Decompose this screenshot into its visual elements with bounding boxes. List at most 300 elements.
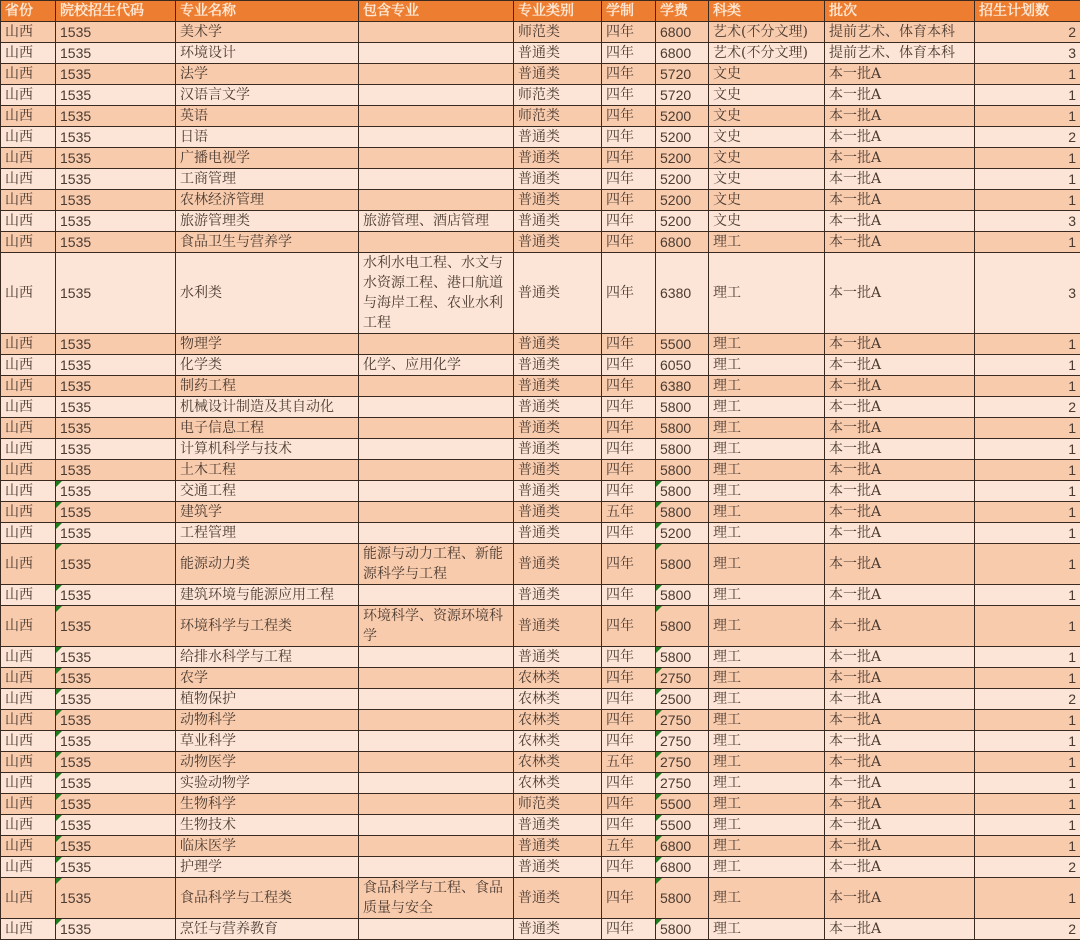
cell-major-category[interactable]: 普通类	[514, 190, 602, 211]
cell-school-code[interactable]: 1535	[56, 439, 176, 460]
cell-major-category[interactable]: 普通类	[514, 647, 602, 668]
cell-major-name[interactable]: 机械设计制造及其自动化	[176, 397, 359, 418]
cell-subject-type[interactable]: 理工	[709, 397, 825, 418]
cell-school-code[interactable]: 1535	[56, 731, 176, 752]
cell-major-name[interactable]: 环境科学与工程类	[176, 606, 359, 647]
cell-school-code[interactable]: 1535	[56, 190, 176, 211]
cell-batch[interactable]: 本一批A	[825, 606, 975, 647]
cell-duration[interactable]: 四年	[602, 523, 656, 544]
cell-duration[interactable]: 四年	[602, 169, 656, 190]
cell-batch[interactable]: 本一批A	[825, 752, 975, 773]
cell-plan-count[interactable]: 2	[975, 689, 1080, 710]
cell-tuition[interactable]: 5200	[656, 190, 709, 211]
cell-plan-count[interactable]: 1	[975, 815, 1080, 836]
cell-plan-count[interactable]: 1	[975, 148, 1080, 169]
cell-major-category[interactable]: 普通类	[514, 857, 602, 878]
cell-batch[interactable]: 本一批A	[825, 148, 975, 169]
cell-plan-count[interactable]: 1	[975, 731, 1080, 752]
cell-plan-count[interactable]: 1	[975, 334, 1080, 355]
cell-tuition[interactable]: 6380	[656, 253, 709, 334]
cell-subject-type[interactable]: 理工	[709, 815, 825, 836]
cell-province[interactable]: 山西	[1, 544, 56, 585]
cell-plan-count[interactable]: 2	[975, 397, 1080, 418]
cell-province[interactable]: 山西	[1, 919, 56, 940]
cell-province[interactable]: 山西	[1, 606, 56, 647]
cell-plan-count[interactable]: 1	[975, 418, 1080, 439]
cell-subject-type[interactable]: 文史	[709, 190, 825, 211]
cell-included-majors[interactable]	[359, 85, 514, 106]
cell-included-majors[interactable]	[359, 794, 514, 815]
cell-major-category[interactable]: 普通类	[514, 148, 602, 169]
cell-subject-type[interactable]: 理工	[709, 334, 825, 355]
cell-major-name[interactable]: 美术学	[176, 22, 359, 43]
cell-batch[interactable]: 本一批A	[825, 232, 975, 253]
cell-batch[interactable]: 本一批A	[825, 355, 975, 376]
cell-batch[interactable]: 本一批A	[825, 127, 975, 148]
cell-duration[interactable]: 四年	[602, 460, 656, 481]
cell-tuition[interactable]: 5800	[656, 460, 709, 481]
cell-duration[interactable]: 四年	[602, 355, 656, 376]
header-batch[interactable]: 批次	[825, 1, 975, 22]
cell-school-code[interactable]: 1535	[56, 544, 176, 585]
cell-duration[interactable]: 四年	[602, 418, 656, 439]
cell-major-name[interactable]: 土木工程	[176, 460, 359, 481]
header-duration[interactable]: 学制	[602, 1, 656, 22]
cell-included-majors[interactable]	[359, 815, 514, 836]
cell-major-name[interactable]: 法学	[176, 64, 359, 85]
cell-duration[interactable]: 四年	[602, 106, 656, 127]
cell-tuition[interactable]: 5800	[656, 544, 709, 585]
cell-tuition[interactable]: 5200	[656, 127, 709, 148]
cell-province[interactable]: 山西	[1, 481, 56, 502]
cell-school-code[interactable]: 1535	[56, 878, 176, 919]
cell-major-name[interactable]: 英语	[176, 106, 359, 127]
cell-major-category[interactable]: 普通类	[514, 878, 602, 919]
cell-tuition[interactable]: 5800	[656, 647, 709, 668]
cell-plan-count[interactable]: 1	[975, 502, 1080, 523]
cell-subject-type[interactable]: 理工	[709, 668, 825, 689]
cell-major-name[interactable]: 农林经济管理	[176, 190, 359, 211]
cell-included-majors[interactable]	[359, 857, 514, 878]
cell-batch[interactable]: 本一批A	[825, 481, 975, 502]
cell-plan-count[interactable]: 1	[975, 232, 1080, 253]
cell-subject-type[interactable]: 理工	[709, 355, 825, 376]
cell-major-category[interactable]: 农林类	[514, 731, 602, 752]
cell-school-code[interactable]: 1535	[56, 710, 176, 731]
cell-plan-count[interactable]: 1	[975, 85, 1080, 106]
cell-major-name[interactable]: 生物科学	[176, 794, 359, 815]
cell-province[interactable]: 山西	[1, 460, 56, 481]
cell-province[interactable]: 山西	[1, 773, 56, 794]
cell-subject-type[interactable]: 理工	[709, 773, 825, 794]
cell-batch[interactable]: 本一批A	[825, 710, 975, 731]
cell-included-majors[interactable]: 环境科学、资源环境科学	[359, 606, 514, 647]
cell-school-code[interactable]: 1535	[56, 857, 176, 878]
cell-province[interactable]: 山西	[1, 211, 56, 232]
cell-included-majors[interactable]: 能源与动力工程、新能源科学与工程	[359, 544, 514, 585]
cell-subject-type[interactable]: 理工	[709, 253, 825, 334]
cell-major-name[interactable]: 烹饪与营养教育	[176, 919, 359, 940]
cell-tuition[interactable]: 6800	[656, 22, 709, 43]
cell-subject-type[interactable]: 理工	[709, 647, 825, 668]
cell-included-majors[interactable]	[359, 418, 514, 439]
cell-batch[interactable]: 本一批A	[825, 169, 975, 190]
cell-subject-type[interactable]: 艺术(不分文理)	[709, 43, 825, 64]
cell-tuition[interactable]: 5720	[656, 85, 709, 106]
cell-included-majors[interactable]	[359, 232, 514, 253]
cell-batch[interactable]: 本一批A	[825, 647, 975, 668]
cell-major-name[interactable]: 建筑学	[176, 502, 359, 523]
cell-included-majors[interactable]: 化学、应用化学	[359, 355, 514, 376]
cell-major-category[interactable]: 师范类	[514, 22, 602, 43]
cell-tuition[interactable]: 5800	[656, 585, 709, 606]
cell-included-majors[interactable]	[359, 481, 514, 502]
cell-duration[interactable]: 四年	[602, 148, 656, 169]
cell-school-code[interactable]: 1535	[56, 689, 176, 710]
cell-major-category[interactable]: 普通类	[514, 127, 602, 148]
cell-major-category[interactable]: 农林类	[514, 668, 602, 689]
cell-major-name[interactable]: 食品科学与工程类	[176, 878, 359, 919]
cell-batch[interactable]: 本一批A	[825, 544, 975, 585]
cell-major-category[interactable]: 普通类	[514, 460, 602, 481]
cell-plan-count[interactable]: 2	[975, 857, 1080, 878]
cell-subject-type[interactable]: 理工	[709, 710, 825, 731]
cell-subject-type[interactable]: 文史	[709, 85, 825, 106]
cell-major-category[interactable]: 师范类	[514, 85, 602, 106]
cell-major-name[interactable]: 日语	[176, 127, 359, 148]
cell-duration[interactable]: 四年	[602, 585, 656, 606]
cell-major-name[interactable]: 食品卫生与营养学	[176, 232, 359, 253]
cell-major-category[interactable]: 农林类	[514, 689, 602, 710]
cell-duration[interactable]: 四年	[602, 211, 656, 232]
cell-subject-type[interactable]: 理工	[709, 731, 825, 752]
cell-school-code[interactable]: 1535	[56, 376, 176, 397]
cell-subject-type[interactable]: 文史	[709, 106, 825, 127]
cell-plan-count[interactable]: 3	[975, 211, 1080, 232]
cell-duration[interactable]: 四年	[602, 689, 656, 710]
cell-duration[interactable]: 四年	[602, 773, 656, 794]
cell-tuition[interactable]: 6800	[656, 857, 709, 878]
cell-duration[interactable]: 四年	[602, 376, 656, 397]
cell-major-name[interactable]: 工程管理	[176, 523, 359, 544]
cell-province[interactable]: 山西	[1, 253, 56, 334]
cell-batch[interactable]: 本一批A	[825, 773, 975, 794]
cell-major-category[interactable]: 普通类	[514, 253, 602, 334]
cell-tuition[interactable]: 5800	[656, 439, 709, 460]
cell-school-code[interactable]: 1535	[56, 43, 176, 64]
cell-province[interactable]: 山西	[1, 585, 56, 606]
cell-subject-type[interactable]: 理工	[709, 502, 825, 523]
cell-province[interactable]: 山西	[1, 43, 56, 64]
cell-school-code[interactable]: 1535	[56, 232, 176, 253]
cell-included-majors[interactable]	[359, 460, 514, 481]
cell-school-code[interactable]: 1535	[56, 127, 176, 148]
cell-school-code[interactable]: 1535	[56, 585, 176, 606]
cell-major-category[interactable]: 农林类	[514, 752, 602, 773]
cell-tuition[interactable]: 5800	[656, 878, 709, 919]
cell-subject-type[interactable]: 文史	[709, 211, 825, 232]
cell-major-name[interactable]: 动物科学	[176, 710, 359, 731]
cell-province[interactable]: 山西	[1, 232, 56, 253]
cell-major-category[interactable]: 普通类	[514, 334, 602, 355]
cell-included-majors[interactable]	[359, 376, 514, 397]
cell-included-majors[interactable]	[359, 127, 514, 148]
cell-school-code[interactable]: 1535	[56, 606, 176, 647]
cell-duration[interactable]: 四年	[602, 190, 656, 211]
cell-subject-type[interactable]: 文史	[709, 64, 825, 85]
cell-province[interactable]: 山西	[1, 376, 56, 397]
cell-school-code[interactable]: 1535	[56, 815, 176, 836]
cell-plan-count[interactable]: 1	[975, 64, 1080, 85]
cell-batch[interactable]: 本一批A	[825, 919, 975, 940]
cell-major-category[interactable]: 普通类	[514, 43, 602, 64]
cell-tuition[interactable]: 6800	[656, 836, 709, 857]
cell-duration[interactable]: 四年	[602, 64, 656, 85]
cell-plan-count[interactable]: 1	[975, 878, 1080, 919]
cell-school-code[interactable]: 1535	[56, 481, 176, 502]
cell-major-name[interactable]: 电子信息工程	[176, 418, 359, 439]
cell-province[interactable]: 山西	[1, 647, 56, 668]
cell-duration[interactable]: 四年	[602, 710, 656, 731]
cell-duration[interactable]: 四年	[602, 22, 656, 43]
cell-province[interactable]: 山西	[1, 127, 56, 148]
cell-batch[interactable]: 本一批A	[825, 502, 975, 523]
header-school-code[interactable]: 院校招生代码	[56, 1, 176, 22]
cell-batch[interactable]: 本一批A	[825, 523, 975, 544]
cell-tuition[interactable]: 2500	[656, 689, 709, 710]
cell-plan-count[interactable]: 1	[975, 585, 1080, 606]
cell-major-name[interactable]: 植物保护	[176, 689, 359, 710]
cell-province[interactable]: 山西	[1, 731, 56, 752]
cell-included-majors[interactable]	[359, 64, 514, 85]
cell-plan-count[interactable]: 3	[975, 253, 1080, 334]
cell-batch[interactable]: 本一批A	[825, 85, 975, 106]
cell-province[interactable]: 山西	[1, 64, 56, 85]
cell-major-name[interactable]: 给排水科学与工程	[176, 647, 359, 668]
cell-major-name[interactable]: 环境设计	[176, 43, 359, 64]
cell-subject-type[interactable]: 文史	[709, 127, 825, 148]
cell-batch[interactable]: 本一批A	[825, 397, 975, 418]
cell-duration[interactable]: 四年	[602, 606, 656, 647]
cell-major-category[interactable]: 普通类	[514, 397, 602, 418]
cell-school-code[interactable]: 1535	[56, 169, 176, 190]
cell-included-majors[interactable]	[359, 647, 514, 668]
cell-province[interactable]: 山西	[1, 169, 56, 190]
cell-plan-count[interactable]: 1	[975, 647, 1080, 668]
header-included-majors[interactable]: 包含专业	[359, 1, 514, 22]
cell-major-name[interactable]: 水利类	[176, 253, 359, 334]
cell-major-category[interactable]: 普通类	[514, 544, 602, 585]
cell-major-name[interactable]: 生物技术	[176, 815, 359, 836]
cell-plan-count[interactable]: 1	[975, 106, 1080, 127]
cell-plan-count[interactable]: 1	[975, 794, 1080, 815]
cell-duration[interactable]: 四年	[602, 815, 656, 836]
cell-major-category[interactable]: 师范类	[514, 794, 602, 815]
cell-province[interactable]: 山西	[1, 502, 56, 523]
cell-included-majors[interactable]	[359, 710, 514, 731]
cell-school-code[interactable]: 1535	[56, 397, 176, 418]
cell-duration[interactable]: 四年	[602, 253, 656, 334]
cell-batch[interactable]: 本一批A	[825, 794, 975, 815]
cell-province[interactable]: 山西	[1, 418, 56, 439]
cell-tuition[interactable]: 5200	[656, 148, 709, 169]
cell-subject-type[interactable]: 理工	[709, 919, 825, 940]
cell-included-majors[interactable]	[359, 439, 514, 460]
cell-province[interactable]: 山西	[1, 815, 56, 836]
cell-province[interactable]: 山西	[1, 439, 56, 460]
cell-major-category[interactable]: 普通类	[514, 169, 602, 190]
cell-plan-count[interactable]: 1	[975, 836, 1080, 857]
cell-batch[interactable]: 本一批A	[825, 334, 975, 355]
cell-school-code[interactable]: 1535	[56, 355, 176, 376]
cell-tuition[interactable]: 6800	[656, 43, 709, 64]
cell-tuition[interactable]: 5800	[656, 606, 709, 647]
cell-major-category[interactable]: 普通类	[514, 64, 602, 85]
cell-included-majors[interactable]	[359, 22, 514, 43]
cell-tuition[interactable]: 5200	[656, 169, 709, 190]
cell-plan-count[interactable]: 1	[975, 481, 1080, 502]
cell-subject-type[interactable]: 理工	[709, 878, 825, 919]
cell-school-code[interactable]: 1535	[56, 22, 176, 43]
cell-included-majors[interactable]	[359, 836, 514, 857]
cell-duration[interactable]: 四年	[602, 127, 656, 148]
cell-plan-count[interactable]: 1	[975, 355, 1080, 376]
cell-batch[interactable]: 本一批A	[825, 460, 975, 481]
cell-subject-type[interactable]: 理工	[709, 232, 825, 253]
cell-province[interactable]: 山西	[1, 190, 56, 211]
cell-duration[interactable]: 四年	[602, 857, 656, 878]
cell-batch[interactable]: 本一批A	[825, 689, 975, 710]
cell-major-name[interactable]: 建筑环境与能源应用工程	[176, 585, 359, 606]
cell-tuition[interactable]: 6050	[656, 355, 709, 376]
cell-major-category[interactable]: 普通类	[514, 606, 602, 647]
cell-subject-type[interactable]: 理工	[709, 836, 825, 857]
cell-plan-count[interactable]: 1	[975, 169, 1080, 190]
cell-included-majors[interactable]: 食品科学与工程、食品质量与安全	[359, 878, 514, 919]
cell-school-code[interactable]: 1535	[56, 836, 176, 857]
cell-batch[interactable]: 本一批A	[825, 418, 975, 439]
cell-province[interactable]: 山西	[1, 355, 56, 376]
cell-included-majors[interactable]	[359, 43, 514, 64]
cell-included-majors[interactable]	[359, 334, 514, 355]
cell-subject-type[interactable]: 理工	[709, 523, 825, 544]
cell-subject-type[interactable]: 文史	[709, 169, 825, 190]
cell-duration[interactable]: 四年	[602, 794, 656, 815]
cell-major-name[interactable]: 草业科学	[176, 731, 359, 752]
cell-subject-type[interactable]: 理工	[709, 585, 825, 606]
cell-province[interactable]: 山西	[1, 85, 56, 106]
cell-major-category[interactable]: 普通类	[514, 232, 602, 253]
cell-tuition[interactable]: 5200	[656, 523, 709, 544]
cell-major-category[interactable]: 普通类	[514, 585, 602, 606]
cell-major-name[interactable]: 广播电视学	[176, 148, 359, 169]
cell-plan-count[interactable]: 1	[975, 376, 1080, 397]
cell-major-name[interactable]: 化学类	[176, 355, 359, 376]
cell-included-majors[interactable]	[359, 397, 514, 418]
cell-tuition[interactable]: 5800	[656, 502, 709, 523]
cell-included-majors[interactable]	[359, 689, 514, 710]
cell-included-majors[interactable]: 旅游管理、酒店管理	[359, 211, 514, 232]
cell-plan-count[interactable]: 1	[975, 460, 1080, 481]
cell-major-category[interactable]: 普通类	[514, 439, 602, 460]
cell-duration[interactable]: 四年	[602, 85, 656, 106]
cell-province[interactable]: 山西	[1, 878, 56, 919]
cell-school-code[interactable]: 1535	[56, 502, 176, 523]
cell-major-category[interactable]: 师范类	[514, 106, 602, 127]
cell-batch[interactable]: 本一批A	[825, 857, 975, 878]
cell-duration[interactable]: 五年	[602, 752, 656, 773]
cell-school-code[interactable]: 1535	[56, 64, 176, 85]
cell-duration[interactable]: 四年	[602, 544, 656, 585]
cell-tuition[interactable]: 5500	[656, 334, 709, 355]
cell-included-majors[interactable]	[359, 523, 514, 544]
cell-major-category[interactable]: 农林类	[514, 773, 602, 794]
cell-subject-type[interactable]: 理工	[709, 606, 825, 647]
cell-province[interactable]: 山西	[1, 752, 56, 773]
cell-major-name[interactable]: 动物医学	[176, 752, 359, 773]
cell-tuition[interactable]: 5500	[656, 794, 709, 815]
cell-tuition[interactable]: 5500	[656, 815, 709, 836]
cell-province[interactable]: 山西	[1, 710, 56, 731]
cell-subject-type[interactable]: 理工	[709, 418, 825, 439]
cell-major-category[interactable]: 普通类	[514, 376, 602, 397]
cell-included-majors[interactable]	[359, 169, 514, 190]
header-subject-type[interactable]: 科类	[709, 1, 825, 22]
cell-batch[interactable]: 本一批A	[825, 668, 975, 689]
cell-duration[interactable]: 五年	[602, 502, 656, 523]
cell-subject-type[interactable]: 理工	[709, 689, 825, 710]
cell-province[interactable]: 山西	[1, 148, 56, 169]
cell-tuition[interactable]: 2750	[656, 773, 709, 794]
cell-school-code[interactable]: 1535	[56, 794, 176, 815]
cell-tuition[interactable]: 2750	[656, 731, 709, 752]
cell-school-code[interactable]: 1535	[56, 334, 176, 355]
cell-duration[interactable]: 四年	[602, 481, 656, 502]
cell-batch[interactable]: 本一批A	[825, 376, 975, 397]
cell-included-majors[interactable]	[359, 773, 514, 794]
cell-batch[interactable]: 本一批A	[825, 836, 975, 857]
cell-duration[interactable]: 四年	[602, 232, 656, 253]
cell-school-code[interactable]: 1535	[56, 106, 176, 127]
cell-major-name[interactable]: 能源动力类	[176, 544, 359, 585]
cell-included-majors[interactable]: 水利水电工程、水文与水资源工程、港口航道与海岸工程、农业水利工程	[359, 253, 514, 334]
cell-province[interactable]: 山西	[1, 397, 56, 418]
cell-included-majors[interactable]	[359, 502, 514, 523]
cell-included-majors[interactable]	[359, 752, 514, 773]
cell-school-code[interactable]: 1535	[56, 148, 176, 169]
cell-subject-type[interactable]: 文史	[709, 148, 825, 169]
cell-major-name[interactable]: 物理学	[176, 334, 359, 355]
cell-major-category[interactable]: 普通类	[514, 481, 602, 502]
cell-batch[interactable]: 本一批A	[825, 64, 975, 85]
cell-duration[interactable]: 四年	[602, 439, 656, 460]
cell-duration[interactable]: 四年	[602, 334, 656, 355]
cell-subject-type[interactable]: 理工	[709, 376, 825, 397]
cell-major-name[interactable]: 制药工程	[176, 376, 359, 397]
cell-included-majors[interactable]	[359, 190, 514, 211]
cell-included-majors[interactable]	[359, 731, 514, 752]
cell-major-category[interactable]: 农林类	[514, 710, 602, 731]
cell-batch[interactable]: 提前艺术、体育本科	[825, 43, 975, 64]
cell-tuition[interactable]: 2750	[656, 710, 709, 731]
cell-school-code[interactable]: 1535	[56, 523, 176, 544]
cell-province[interactable]: 山西	[1, 836, 56, 857]
cell-plan-count[interactable]: 1	[975, 544, 1080, 585]
cell-duration[interactable]: 四年	[602, 731, 656, 752]
cell-batch[interactable]: 本一批A	[825, 815, 975, 836]
cell-major-name[interactable]: 工商管理	[176, 169, 359, 190]
cell-school-code[interactable]: 1535	[56, 211, 176, 232]
